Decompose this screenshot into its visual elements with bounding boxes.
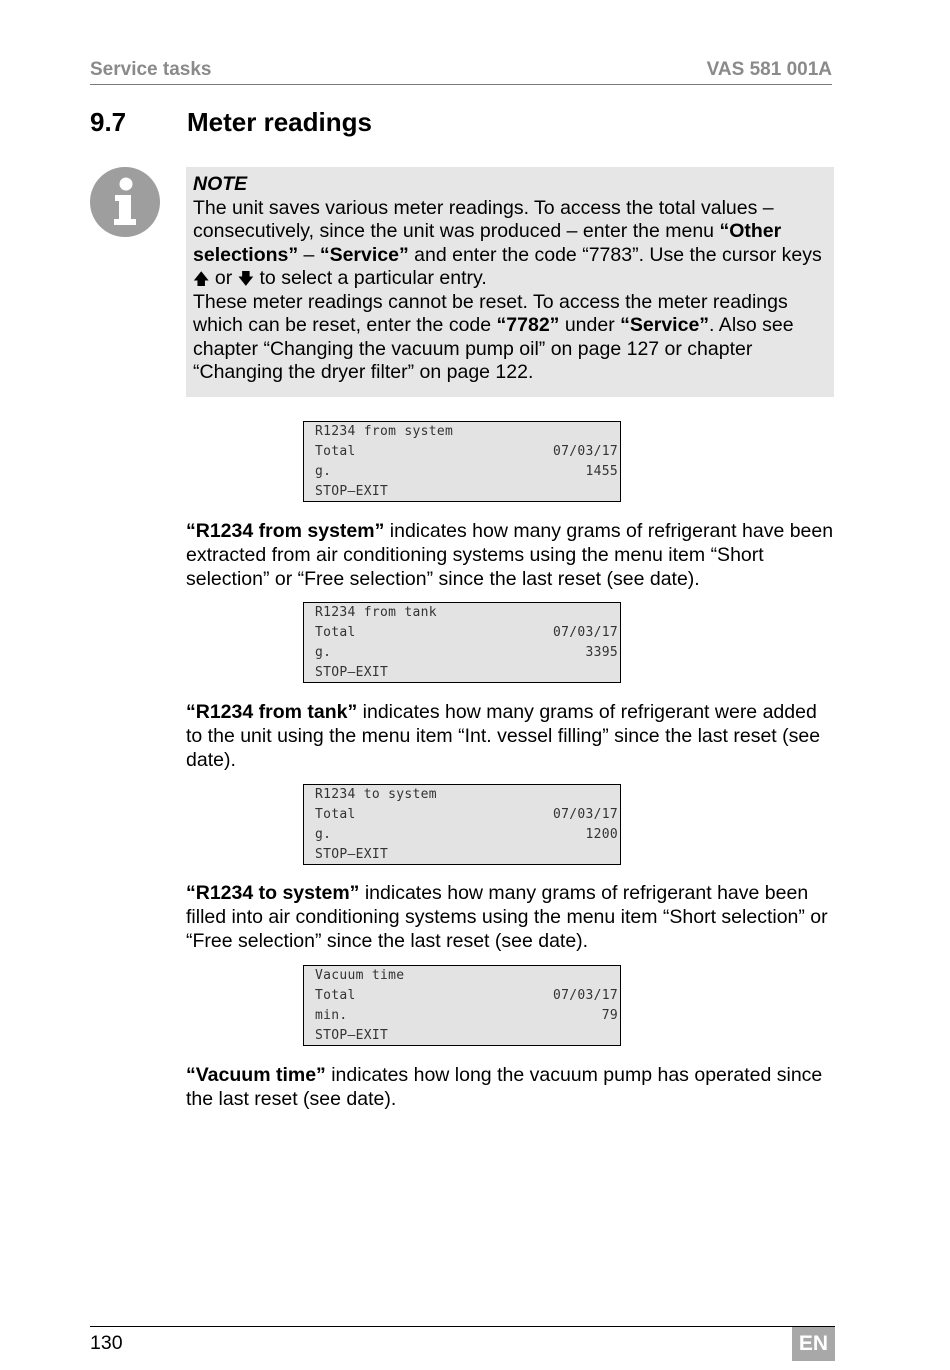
lcd-title: R1234 from tank [315,605,437,620]
note-paragraph-1: The unit saves various meter readings. To access the total values – consecutively, since the unit was produced – enter the menu “Other selections” – “Service” and enter the code “7783”. Use the cursor keys 🡅 or 🡇 to select a particular entry. [193,196,822,289]
lcd-unit: g. [315,464,332,479]
paragraph-r1234-to-system: “R1234 to system” indicates how many grams of refrigerant have been filled into air conditioning systems using the menu item “Short selection” or “Free selection” since the last reset (see date). [186,882,828,952]
lcd-unit: g. [315,827,332,842]
lcd-value: 1455 [585,464,618,479]
lcd-display-vacuum-time [303,965,621,1046]
lcd-footer: STOP–EXIT [315,847,389,862]
lcd-date: 07/03/17 [552,625,618,640]
paragraph-vacuum-time: “Vacuum time” indicates how long the vacuum pump has operated since the last reset (see date). [186,1064,823,1110]
lcd-title: Vacuum time [315,968,405,983]
lcd-footer: STOP–EXIT [315,665,389,680]
section-number: 9.7 [90,107,127,137]
lcd-label: Total [315,625,356,640]
section-title: Meter readings [187,107,372,137]
info-icon [90,167,160,237]
page-header [90,58,832,85]
lcd-date: 07/03/17 [552,807,618,822]
header-chapter: Service tasks [90,59,212,80]
lcd-label: Total [315,807,356,822]
lcd-footer: STOP–EXIT [315,1028,389,1043]
paragraph-r1234-from-tank: “R1234 from tank” indicates how many grams of refrigerant were added to the unit using the menu item “Int. vessel filling” since the last reset (see date). [186,701,821,771]
arrow-down-icon: 🡇 [237,269,255,288]
lcd-value: 3395 [585,645,618,660]
header-product: VAS 581 001A [706,59,832,80]
lcd-title: R1234 to system [315,787,437,802]
note-paragraph-2: These meter readings cannot be reset. To access the meter readings which can be reset, enter the code “7782” under “Service”. Also see chapter “Changing the vacuum pump oil” on page 127 or chapter “Changing the dryer filter” on page 122. [193,290,794,383]
footer-divider [90,1326,835,1327]
lcd-value: 79 [601,1008,618,1023]
lcd-label: Total [315,988,356,1003]
lcd-title: R1234 from system [315,424,454,439]
lcd-display-r1234-from-system [303,421,621,502]
arrow-up-icon: 🡅 [193,269,210,288]
lcd-unit: min. [315,1008,348,1023]
page-number: 130 [90,1332,123,1354]
lcd-display-r1234-from-tank [303,602,621,683]
lcd-date: 07/03/17 [552,988,618,1003]
lcd-unit: g. [315,645,332,660]
note-box [186,167,834,397]
lcd-label: Total [315,444,356,459]
lcd-value: 1200 [585,827,618,842]
language-badge: EN [792,1327,835,1361]
paragraph-r1234-from-system: “R1234 from system” indicates how many grams of refrigerant have been extracted from air conditioning systems using the menu item “Short selection” or “Free selection” since the last reset (see date). [186,520,834,590]
lcd-date: 07/03/17 [552,444,618,459]
note-title: NOTE [193,173,248,195]
lcd-display-r1234-to-system [303,784,621,865]
lcd-footer: STOP–EXIT [315,484,389,499]
